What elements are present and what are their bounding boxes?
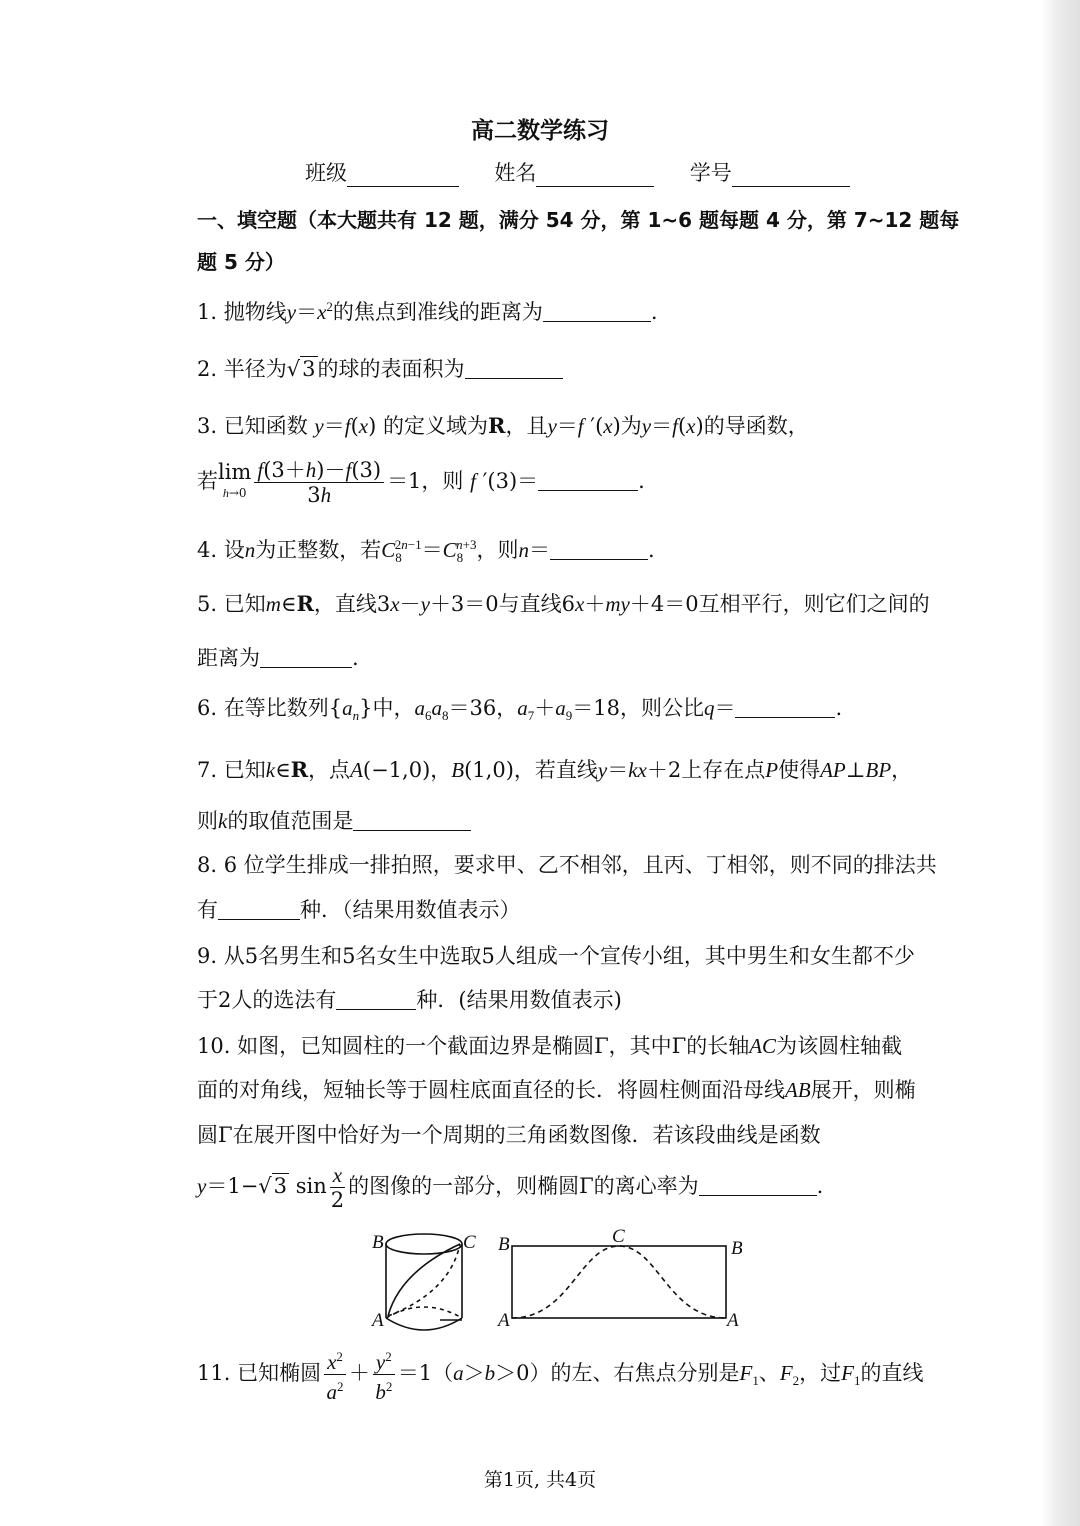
q5-text-c: 与直线 <box>498 592 562 616</box>
q2-text-b: 的球的表面积为 <box>317 357 465 381</box>
q3-text-e: 的导函数， <box>703 414 809 438</box>
question-2: 2. 半径为√3的球的表面积为 <box>197 354 563 384</box>
q1-text-a: 抛物线 <box>223 300 287 324</box>
q8-answer-blank[interactable] <box>218 899 300 920</box>
q9-answer-blank[interactable] <box>336 989 416 1010</box>
q3-text-c: ，且 <box>505 414 548 438</box>
q5-text-a: 已知 <box>223 592 266 616</box>
q6-text-c: ， <box>496 696 518 720</box>
q10-text-l1: 如图，已知圆柱的一个截面边界是椭圆Γ，其中Γ的长轴 <box>237 1034 750 1058</box>
name-blank[interactable] <box>536 166 654 187</box>
q6-text-d: ，则公比 <box>619 696 704 720</box>
q10-answer-blank[interactable] <box>699 1175 817 1196</box>
q11-text-f: 的直线 <box>860 1361 924 1385</box>
q10-text-l1b: 为该圆柱轴截 <box>776 1034 903 1058</box>
section-heading-line2: 题 5 分） <box>197 250 285 274</box>
q3-number: 3. <box>197 414 218 438</box>
q4-answer-blank[interactable] <box>550 539 648 560</box>
page-title: 高二数学练习 <box>471 118 609 144</box>
q11-text-c: ）的左、右焦点分别是 <box>529 1361 740 1385</box>
question-10-line3 <box>197 1120 821 1150</box>
q10-number: 10. <box>197 1034 231 1058</box>
q7-number: 7. <box>197 758 218 782</box>
question-4: 4. 设n为正整数，若$C_8^{2n-1}=C_8^{n+3}$，则n＝ . <box>197 537 655 566</box>
figure-label-C-top: C <box>612 1226 625 1247</box>
page-footer: 第1页, 共4页 <box>483 1469 597 1491</box>
q7-text-h: 的取值范围是 <box>227 809 354 833</box>
q8-text-a: 6 位学生排成一排拍照，要求甲、乙不相邻，且丙、丁相邻，则不同的排法共 <box>223 853 937 877</box>
q1-answer-blank[interactable] <box>543 301 651 322</box>
name-label: 姓名 <box>494 161 537 185</box>
question-3-line2: 若lim h→0 $\frac{f(3+h)-f(3)}{3h}$ ＝1，则 f ′(3)＝ . <box>197 458 645 507</box>
q7-text-d: ，若直线 <box>513 758 598 782</box>
question-9-line1 <box>197 941 915 971</box>
q5-number: 5. <box>197 592 218 616</box>
q6-text-a: 在等比数列 <box>223 696 329 720</box>
figure-label-A-left: A <box>372 1310 384 1331</box>
q9-text-a: 从5名男生和5名女生中选取5人组成一个宣传小组，其中男生和女生都不少 <box>223 944 915 968</box>
figure-label-B-mid: B <box>498 1234 510 1255</box>
q9-text-b: 于2人的选法有 <box>197 988 337 1012</box>
q4-text-b: 为正整数，若 <box>255 538 382 562</box>
q8-text-b: 有 <box>197 898 218 922</box>
figure-label-B-right: B <box>731 1238 743 1259</box>
q10-text-l3: 圆Γ在展开图中恰好为一个周期的三角函数图像．若该段曲线是函数 <box>197 1123 821 1147</box>
class-label: 班级 <box>305 161 347 185</box>
q5-text-e: 距离为 <box>197 646 260 670</box>
q3-text-a: 已知函数 <box>223 414 308 438</box>
class-blank[interactable] <box>347 166 459 187</box>
q10-text-l2: 面的对角线，短轴长等于圆柱底面直径的长．将圆柱侧面沿母线 <box>197 1078 785 1102</box>
question-1: 1. 抛物线$y=x^2$的焦点到准线的距离为 . <box>197 299 658 324</box>
q4-text-a: 设 <box>223 538 245 562</box>
q5-text-d: 互相平行，则它们之间的 <box>698 592 930 616</box>
q10-text-l4: 的图像的一部分，则椭圆Γ的离心率为 <box>348 1174 699 1198</box>
question-10-line2: 面的对角线，短轴长等于圆柱底面直径的长．将圆柱侧面沿母线AB展开，则椭 <box>197 1078 916 1102</box>
q10-text-l2b: 展开，则椭 <box>810 1078 916 1102</box>
q7-text-f: 使得 <box>778 758 821 782</box>
figure-label-A-right: A <box>727 1310 739 1331</box>
cylinder-figure <box>370 1222 750 1342</box>
q1-number: 1. <box>197 300 218 324</box>
question-3-line1: 3. 已知函数 y＝f(x) 的定义域为R，且y＝f ′(x)为y＝f(x)的导函数， <box>197 413 809 438</box>
q6-number: 6. <box>197 696 218 720</box>
q3-text-b: 的定义域为 <box>383 414 488 438</box>
q9-number: 9. <box>197 944 218 968</box>
page-edge-shadow <box>1042 0 1080 1526</box>
q2-number: 2. <box>197 357 218 381</box>
q3-text-g: ＝1，则 <box>387 469 464 493</box>
figure-label-A-mid: A <box>498 1310 510 1331</box>
q6-answer-blank[interactable] <box>735 697 835 718</box>
figure-label-B-left: B <box>372 1232 384 1253</box>
q7-text-b: ，点 <box>308 758 351 782</box>
question-7-line2: 则k的取值范围是 <box>197 806 471 836</box>
q11-text-e: ，过 <box>799 1361 842 1385</box>
q8-number: 8. <box>197 853 218 877</box>
figure-label-C-left: C <box>463 1232 476 1253</box>
q3-text-f: 若 <box>197 469 218 493</box>
question-11: 11. 已知椭圆 $\frac{x^2}{a^2}$ ＋ $\frac{y^2}{b^2}$ ＝1（a＞b＞0）的左、右焦点分别是$F_1$、$F_2$，过$F_1$的直线 <box>197 1345 923 1409</box>
q11-text-a: 已知椭圆 <box>237 1361 322 1385</box>
q11-text-b: （ <box>432 1361 454 1385</box>
q4-number: 4. <box>197 538 218 562</box>
q2-answer-blank[interactable] <box>465 358 563 379</box>
id-blank[interactable] <box>732 166 850 187</box>
q5-text-b: ，直线 <box>313 592 377 616</box>
q1-text-b: 的焦点到准线的距离为 <box>332 300 543 324</box>
section-heading-line1: 一、填空题（本大题共有 12 题，满分 54 分，第 1~6 题每题 4 分，第 7~12 题每 <box>197 208 960 232</box>
q11-text-d: 、 <box>758 1361 780 1385</box>
q7-answer-blank[interactable] <box>353 810 471 831</box>
question-8-line2 <box>197 895 521 925</box>
q7-text-e: 上存在点 <box>681 758 766 782</box>
question-7-line1: 7. 已知k∈R，点A(−1,0)，B(1,0)，若直线y＝kx＋2上存在点P使得AP⊥BP， <box>197 757 913 782</box>
q7-text-a: 已知 <box>223 758 266 782</box>
question-8-line1 <box>197 850 937 880</box>
q4-text-c: ，则 <box>476 538 519 562</box>
student-info-line <box>305 157 850 187</box>
q8-text-c: 种．（结果用数值表示） <box>300 898 521 922</box>
q3-answer-blank[interactable] <box>538 470 638 491</box>
q5-answer-blank[interactable] <box>260 647 352 668</box>
q6-text-b: 中， <box>372 696 415 720</box>
q3-text-d: 为 <box>620 414 642 438</box>
question-5-line2: 距离为 . <box>197 646 359 670</box>
question-6: 6. 在等比数列$\{a_n\}$中，$a_6a_8=36$，$a_7+a_9=18$，则公比q＝ . <box>197 696 843 724</box>
q2-text-a: 半径为 <box>223 357 287 381</box>
question-5-line1: 5. 已知m∈R，直线3x－y＋3＝0与直线6x＋my＋4＝0互相平行，则它们之间的 <box>197 591 930 616</box>
question-10-line4: y＝1−√3 sin $\frac{x}{2}$ 的图像的一部分，则椭圆Γ的离心率为 . <box>197 1163 824 1212</box>
question-10-line1: 10. 如图，已知圆柱的一个截面边界是椭圆Γ，其中Γ的长轴AC为该圆柱轴截 <box>197 1034 903 1058</box>
question-9-line2 <box>197 985 622 1015</box>
q7-text-c: ， <box>430 758 452 782</box>
q9-text-c: 种．(结果用数值表示) <box>416 988 622 1012</box>
q11-number: 11. <box>197 1361 231 1385</box>
q7-text-g: 则 <box>197 809 218 833</box>
id-label: 学号 <box>689 161 732 185</box>
